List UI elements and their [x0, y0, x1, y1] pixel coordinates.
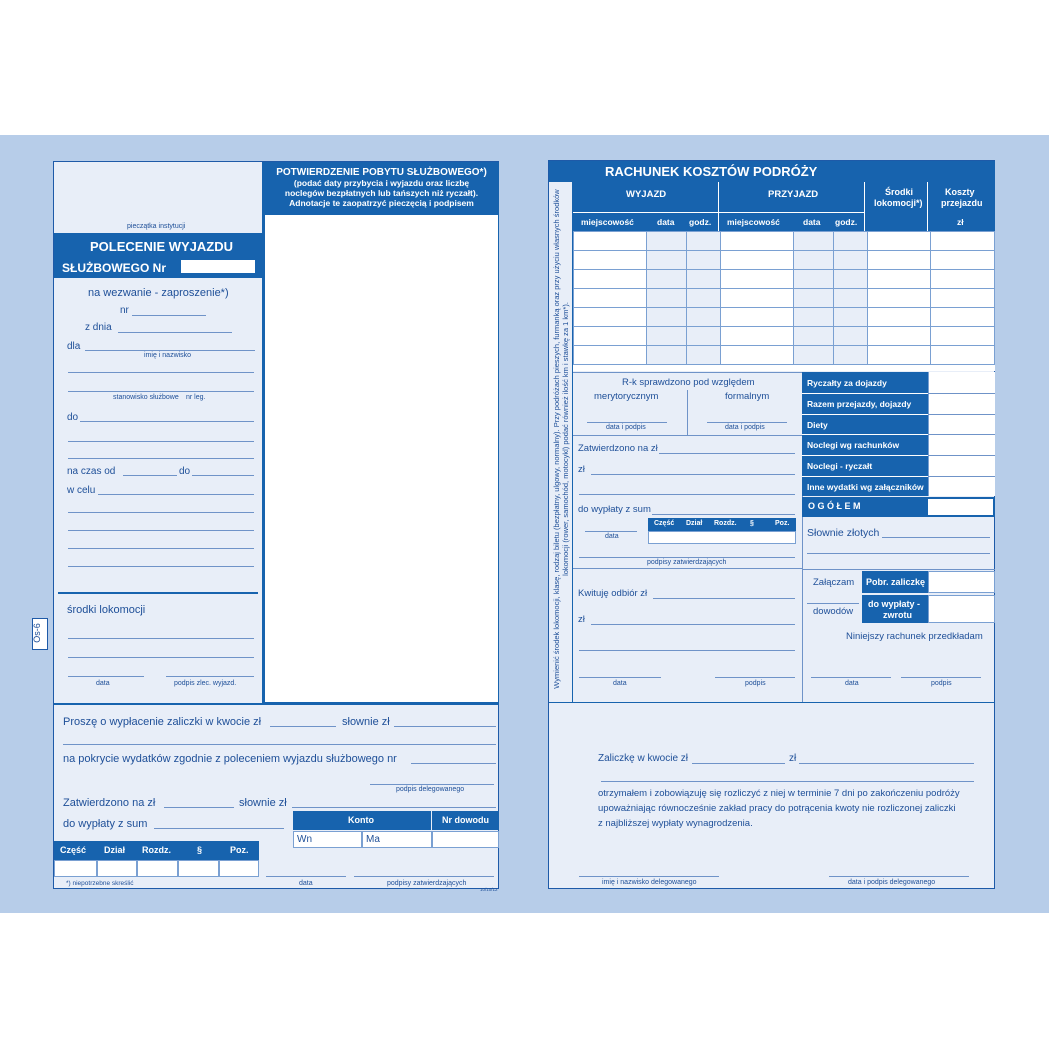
bl-podpisy-line[interactable]	[354, 876, 494, 877]
r-zl1-line[interactable]	[591, 474, 795, 475]
confirm-line2: (podać daty przybycia i wyjazdu oraz liczbę	[293, 178, 470, 188]
w-celu-line-5[interactable]	[68, 566, 254, 567]
do-wyplaty-label: do wypłaty z sum	[63, 818, 148, 830]
srodki-line-1[interactable]	[68, 638, 254, 639]
koszty-h2: przejazdu	[941, 198, 983, 208]
order-title-line2: SŁUŻBOWEGO Nr	[62, 261, 166, 275]
kwituje-line[interactable]	[653, 598, 795, 599]
z-dnia-label: z dnia	[85, 322, 112, 333]
r-data3-label: data	[613, 680, 627, 687]
summary-row-4: Noclegi wg rachunków	[807, 440, 900, 450]
order-number-field[interactable]	[181, 260, 255, 273]
summary-row-1: Ryczałty za dojazdy	[807, 378, 887, 388]
dowodow-label: dowodów	[813, 606, 854, 617]
bl-podpisy-label: podpisy zatwierdzających	[387, 880, 467, 887]
vertical-instruction-text: Wymienić środek lokomocji, klasę, rodzaj biletu (bezpłatny, ulgowy, normalny). Przy podróżach pieszych, furmanką oraz przy użyciu własnych środków lokomocji (rower, samochód, motocykl) podać również ilość km i stawkę za 1 km*).	[552, 189, 570, 689]
zaliczke-line[interactable]	[692, 763, 785, 764]
otrzymalem-text: otrzymałem i zobowiązuję się rozliczyć z niej w terminie 7 dni po zakończeniu podróży	[598, 788, 960, 799]
pokrycie-label: na pokrycie wydatków zgodnie z poleceniem wyjazdu służbowego nr	[63, 753, 397, 765]
sumv-sep-1	[928, 393, 995, 394]
prosze-label: Proszę o wypłacenie zaliczki w kwocie zł	[63, 716, 262, 728]
order-title-block	[54, 233, 263, 278]
srodki-h2: lokomocji*)	[874, 198, 923, 208]
imie-del-line[interactable]	[579, 876, 719, 877]
slownie-zlotych-label: Słownie złotych	[807, 527, 880, 539]
zl3-label: zł	[789, 753, 797, 764]
slownie-line-2[interactable]	[63, 744, 496, 745]
section-divider	[58, 592, 258, 594]
prosze-line[interactable]	[270, 726, 336, 727]
verif-top	[573, 372, 802, 373]
r-zl2-line[interactable]	[591, 624, 795, 625]
r-zl1-label: zł	[578, 464, 585, 475]
w-celu-line-4[interactable]	[68, 548, 254, 549]
do-label: do	[67, 412, 79, 423]
data-line[interactable]	[68, 676, 144, 677]
sum-sep-3	[802, 434, 928, 435]
w-celu-line-2[interactable]	[68, 512, 254, 513]
konto-header	[293, 811, 431, 830]
stamp-label: pieczątka instytucji	[127, 223, 186, 230]
godz2-col-label: godz.	[835, 217, 858, 227]
r-col-poz: Poz.	[775, 520, 790, 527]
data-podpis-del-line[interactable]	[829, 876, 969, 877]
podpis-del-line[interactable]	[370, 784, 494, 785]
ma-label: Ma	[366, 834, 380, 845]
summary-row-6: Inne wydatki wg załączników	[807, 482, 924, 492]
col-poz: Poz.	[230, 845, 249, 855]
godz-col-label: godz.	[689, 217, 712, 227]
data-col-label: data	[657, 217, 675, 227]
do-wyplaty-zwrot-2: zwrotu	[883, 610, 912, 620]
slownie-line[interactable]	[394, 726, 496, 727]
right-page	[548, 160, 995, 889]
col-paragraph: §	[197, 845, 203, 855]
sumv-sep-5	[928, 476, 995, 477]
zatw-line[interactable]	[164, 807, 234, 808]
bl-data-label: data	[299, 880, 313, 887]
w-celu-line[interactable]	[98, 494, 254, 495]
print-code: 10/10/12	[480, 887, 498, 892]
dla-line[interactable]	[85, 350, 255, 351]
r-class-header	[648, 518, 796, 531]
rachunek-title: RACHUNEK KOSZTÓW PODRÓŻY	[605, 164, 818, 179]
bl-data-line[interactable]	[266, 876, 346, 877]
w-celu-line-3[interactable]	[68, 530, 254, 531]
r-zl1-line-2[interactable]	[579, 494, 795, 495]
do-wyplaty-zwrot-1: do wypłaty -	[868, 599, 921, 609]
form-code: Os-6	[31, 623, 42, 643]
class-cell-2[interactable]	[97, 860, 137, 877]
podpis-zlec-label: podpis zlec. wyjazd.	[174, 680, 237, 687]
pobr-value[interactable]	[928, 571, 995, 593]
nr-line[interactable]	[132, 315, 206, 316]
sum-sep-1	[802, 393, 928, 394]
confirm-line3: noclegów bezpłatnych lub tańszych niż ryczałt).	[284, 188, 479, 198]
pokrycie-line[interactable]	[411, 763, 496, 764]
r-zatw-label: Zatwierdzono na zł	[578, 443, 658, 454]
slownie-zlotych-line-2[interactable]	[807, 553, 990, 554]
slownie2-line[interactable]	[292, 807, 496, 808]
classification-header	[54, 841, 259, 860]
hdr-div-2	[864, 182, 865, 231]
najblizszej-text: z najbliższej wypłaty wynagrodzenia.	[598, 818, 753, 829]
przyjazd-label: PRZYJAZD	[768, 189, 819, 200]
z-dnia-line[interactable]	[118, 332, 232, 333]
col-rozdz: Rozdz.	[142, 845, 171, 855]
r-do-wyplaty-label: do wypłaty z sum	[578, 504, 651, 515]
formal-line[interactable]	[707, 422, 787, 423]
hdr-hdiv	[573, 212, 864, 213]
stanowisko-label: stanowisko służbowe	[113, 394, 179, 401]
nr-dowodu-label: Nr dowodu	[442, 815, 489, 825]
nr-label: nr	[120, 305, 129, 316]
zaliczke-label: Zaliczkę w kwocie zł	[598, 753, 689, 764]
meryt-label: merytorycznym	[594, 391, 659, 402]
nr-dowodu-header	[432, 811, 499, 830]
class-cell-1[interactable]	[54, 860, 97, 877]
r-zl2-label: zł	[578, 614, 585, 625]
data-podpis-1: data i podpis	[606, 424, 646, 431]
sumv-sep-3	[928, 434, 995, 435]
pobr-box	[862, 571, 928, 593]
bottom-divider	[54, 703, 499, 705]
upowazniam-text: upoważniając równocześnie zakład pracy do potrącenia kwoty nie rozliczonej zaliczki	[598, 803, 956, 814]
r-data4-line[interactable]	[811, 677, 891, 678]
data-label: data	[96, 680, 110, 687]
r-col-rozdz: Rozdz.	[714, 520, 737, 527]
przedkladam-label: Niniejszy rachunek przedkładam	[846, 631, 983, 642]
confirm-title: POTWIERDZENIE POBYTU SŁUŻBOWEGO*)	[276, 167, 487, 178]
zwrot-value[interactable]	[928, 595, 995, 623]
na-czas-od-label: na czas od	[67, 466, 116, 477]
nr-leg-label: nr leg.	[186, 394, 206, 401]
confirm-area[interactable]	[264, 214, 499, 703]
r-data-line[interactable]	[585, 531, 637, 532]
srodki-h1: Środki	[885, 187, 914, 197]
sum-sep-4	[802, 455, 928, 456]
col-dzial: Dział	[104, 845, 126, 855]
ogolem-row	[802, 497, 995, 517]
r-podpis3-label: podpis	[745, 680, 766, 687]
do-line-2[interactable]	[68, 441, 254, 442]
r-zl2-line-2[interactable]	[579, 650, 795, 651]
formal-label: formalnym	[725, 391, 770, 402]
sum-sep-5	[802, 476, 928, 477]
confirm-header	[264, 162, 499, 214]
r-do-wyplaty-line[interactable]	[652, 514, 795, 515]
od-line[interactable]	[123, 475, 177, 476]
rachunek-title-bar	[549, 161, 995, 182]
col-czesc: Część	[60, 845, 87, 855]
r-col-paragraph: §	[750, 520, 754, 527]
summary-row-3: Diety	[807, 420, 828, 430]
r-col-czesc: Część	[654, 520, 675, 527]
kwituje-top	[573, 568, 802, 569]
zl-col-label: zł	[957, 217, 964, 227]
zatw-label: Zatwierdzono na zł	[63, 797, 156, 809]
order-title-line1: POLECENIE WYJAZDU	[90, 239, 234, 254]
journey-grid[interactable]	[573, 231, 995, 371]
podpis-del-label: podpis delegowanego	[396, 786, 465, 793]
r-podpis4-label: podpis	[931, 680, 952, 687]
data2-col-label: data	[803, 217, 821, 227]
r-data-label: data	[605, 533, 619, 540]
dla-label: dla	[67, 341, 81, 352]
ma-cell[interactable]	[362, 831, 432, 848]
summary-row-2: Razem przejazdy, dojazdy	[807, 399, 912, 409]
form-code-tag	[32, 618, 48, 650]
podpis-zlec-line[interactable]	[166, 676, 254, 677]
srodki-line-2[interactable]	[68, 657, 254, 658]
zalaczam-top	[802, 569, 995, 570]
verif-bottom	[573, 435, 802, 436]
sumv-sep-4	[928, 455, 995, 456]
pobr-label: Pobr. zaliczkę	[866, 577, 926, 587]
do-wyplaty-line[interactable]	[154, 828, 284, 829]
class-cell-5[interactable]	[219, 860, 259, 877]
data-podpis-2: data i podpis	[725, 424, 765, 431]
ogolem-label: O G Ó Ł E M	[808, 501, 861, 511]
kwituje-label: Kwituję odbiór zł	[578, 588, 648, 599]
slownie2-label: słownie zł	[239, 797, 287, 809]
srodki-label: środki lokomocji	[67, 604, 146, 616]
imie-nazwisko-label: imię i nazwisko	[144, 352, 192, 359]
miejsc-label: miejscowość	[581, 217, 634, 227]
do-line[interactable]	[80, 421, 254, 422]
data-podpis-del-label: data i podpis delegowanego	[848, 879, 936, 886]
ogolem-label-box	[804, 499, 928, 515]
r-podpis3-line[interactable]	[715, 677, 795, 678]
r-data4-label: data	[845, 680, 859, 687]
do-wyplaty-zwrot-box	[862, 595, 928, 623]
r-podpisy-label: podpisy zatwierdzających	[647, 559, 727, 566]
rk-label: R-k sprawdzono pod względem	[622, 377, 755, 388]
r-class-cells[interactable]	[648, 531, 796, 544]
zl3-line[interactable]	[799, 763, 974, 764]
miejsc2-label: miejscowość	[727, 217, 780, 227]
r-podpisy-line[interactable]	[579, 557, 795, 558]
summons-label: na wezwanie - zaproszenie*)	[88, 287, 229, 299]
slownie-zlotych-line[interactable]	[882, 537, 990, 538]
footnote: *) niepotrzebne skreślić	[66, 880, 134, 887]
koszty-h1: Koszty	[945, 187, 975, 197]
left-page	[53, 161, 499, 892]
do2-line[interactable]	[192, 475, 254, 476]
slownie-label: słownie zł	[342, 716, 390, 728]
r-zatw-line[interactable]	[659, 453, 795, 454]
do-line-3[interactable]	[68, 458, 254, 459]
w-celu-label: w celu	[67, 485, 96, 496]
do2-label: do	[179, 466, 191, 477]
class-cell-3[interactable]	[137, 860, 178, 877]
r-podpis4-line[interactable]	[901, 677, 981, 678]
verif-split	[687, 390, 688, 435]
wyjazd-label: WYJAZD	[626, 189, 667, 200]
wn-label: Wn	[297, 834, 312, 845]
zalaczam-label: Załączam	[813, 577, 855, 588]
stanowisko-line[interactable]	[68, 391, 254, 392]
confirm-line4: Adnotacje te zaopatrzyć pieczęcią i podpisem	[289, 198, 474, 208]
r-col-dzial: Dział	[686, 520, 703, 527]
hdr-div-1	[718, 182, 719, 231]
imie-del-label: imię i nazwisko delegowanego	[602, 879, 697, 886]
sumv-sep-2	[928, 414, 995, 415]
wn-cell[interactable]	[293, 831, 362, 848]
zalaczam-line[interactable]	[807, 603, 859, 604]
summary-row-5: Noclegi - ryczałt	[807, 461, 873, 471]
hdr-div-3	[927, 182, 928, 231]
vertical-instruction	[549, 182, 573, 702]
class-cell-4[interactable]	[178, 860, 219, 877]
r-data3-line[interactable]	[579, 677, 661, 678]
zaliczke-line-2[interactable]	[601, 781, 974, 782]
dla-line-2[interactable]	[68, 372, 254, 373]
right-bottom-divider	[549, 702, 995, 703]
nr-dowodu-cell[interactable]	[432, 831, 499, 848]
meryt-line[interactable]	[587, 422, 667, 423]
konto-label: Konto	[348, 815, 374, 825]
sum-sep-2	[802, 414, 928, 415]
